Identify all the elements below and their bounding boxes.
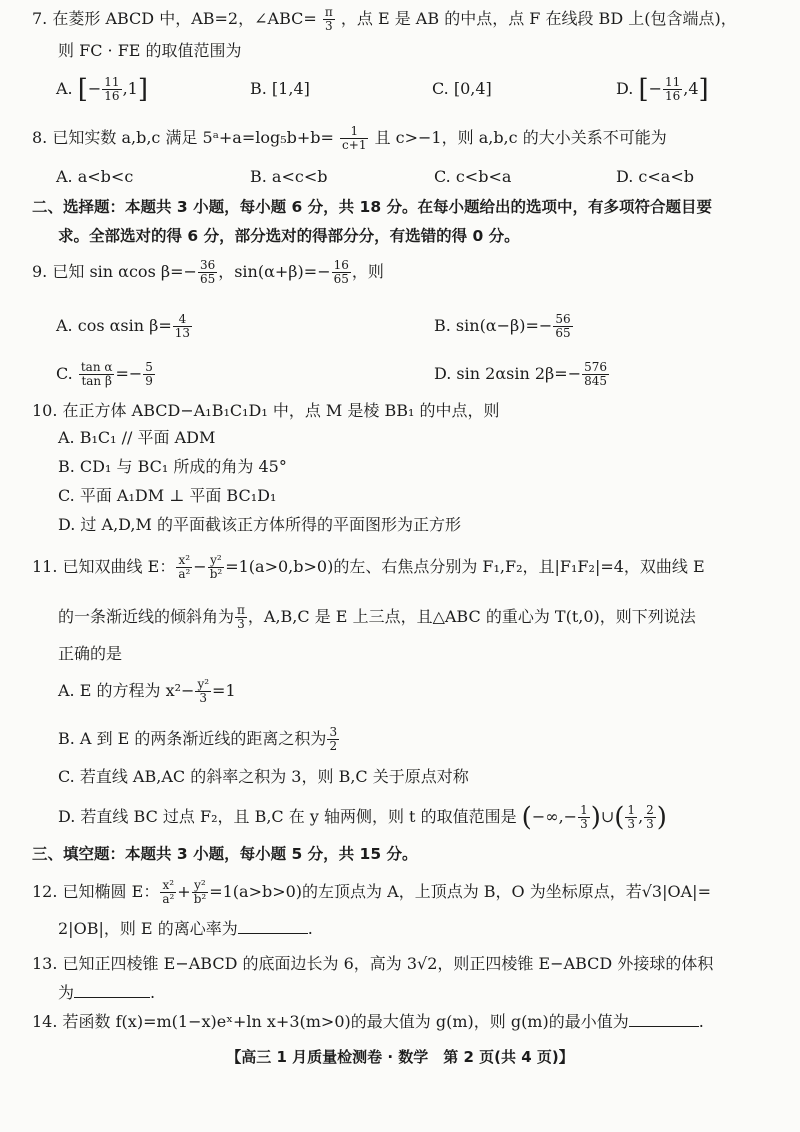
- q12-stem-line1: 12. 已知椭圆 E： $\frac{\text{x²}}{\text{a²}}$ + $\frac{\text{y²}}{\text{b²}}$ =1(a>b>0)的左顶点为 A，上顶点为 B，O 为坐标原点，若√3|OA|=: [32, 878, 711, 906]
- q7-option-c: C. [0,4]: [432, 79, 492, 98]
- q8-option-d: D. c<a<b: [616, 167, 694, 186]
- q7-stem-line2: 则 FC · FE 的取值范围为: [58, 41, 242, 60]
- q10-option-c: C. 平面 A₁DM ⊥ 平面 BC₁D₁: [58, 486, 277, 505]
- q10-option-b: B. CD₁ 与 BC₁ 所成的角为 45°: [58, 457, 287, 476]
- q12-stem-line2: 2|OB|，则 E 的离心率为 .: [58, 919, 313, 938]
- section2-heading-line1: 二、选择题：本题共 3 小题，每小题 6 分，共 18 分。在每小题给出的选项中，有多项符合题目要: [32, 198, 713, 216]
- q9-number: 9.: [32, 262, 48, 281]
- q11-number: 11.: [32, 557, 58, 576]
- q7-pi-over-3: $\frac{\pi}{3}$: [324, 5, 333, 33]
- q8-number: 8.: [32, 128, 48, 147]
- q7-d-frac: $\frac{11}{16}$: [665, 75, 681, 103]
- q11-frac-x: $\frac{\text{x²}}{\text{a²}}$: [178, 553, 191, 581]
- q7-a-frac: $\frac{11}{16}$: [104, 75, 120, 103]
- q11-option-c: C. 若直线 AB,AC 的斜率之积为 3，则 B,C 关于原点对称: [58, 767, 469, 786]
- q11-d-frac-2: $\frac{1}{3}$: [627, 803, 636, 831]
- q11-frac-pi: $\frac{\pi}{3}$: [237, 603, 245, 631]
- q9-c-tan-frac: $\frac{\text{tan α}}{\text{tan β}}$: [80, 360, 113, 388]
- q9-stem: 9. 已知 sin αcos β=− $\frac{36}{65}$ ，sin(α+β)=− $\frac{16}{65}$ ，则: [32, 258, 384, 286]
- q13-stem-line1: 13. 已知正四棱锥 E−ABCD 的底面边长为 6，高为 3√2，则正四棱锥 E−ABCD 外接球的体积: [32, 954, 714, 973]
- q11-stem-line2: 的一条渐近线的倾斜角为 $\frac{\pi}{3}$ ，A,B,C 是 E 上三点，且△ABC 的重心为 T(t,0)，则下列说法: [58, 603, 696, 631]
- q7-number: 7.: [32, 9, 48, 28]
- q9-option-c: C. $\frac{\text{tan α}}{\text{tan β}}$ =− $\frac{5}{9}$: [56, 360, 153, 388]
- q12-answer-blank[interactable]: [238, 919, 308, 934]
- q8-stem: 8. 已知实数 a,b,c 满足 5ᵃ+a=log₅b+b= $\frac{1}{c+1}$ 且 c>−1，则 a,b,c 的大小关系不可能为: [32, 124, 667, 152]
- section2-heading-line2: 求。全部选对的得 6 分，部分选对的得部分分，有选错的得 0 分。: [58, 227, 520, 245]
- q9-frac-1: $\frac{36}{65}$: [199, 258, 216, 286]
- q7-stem-part-b: ，点 E 是 AB 的中点，点 F 在线段 BD 上(包含端点)，: [340, 9, 737, 28]
- q14-stem: 14. 若函数 f(x)=m(1−x)eˣ+ln x+3(m>0)的最大值为 g(m)，则 g(m)的最小值为 .: [32, 1012, 704, 1031]
- q12-frac-x: $\frac{\text{x²}}{\text{a²}}$: [162, 878, 175, 906]
- q11-d-frac-3: $\frac{2}{3}$: [646, 803, 654, 831]
- q9-b-frac: $\frac{56}{65}$: [555, 312, 571, 340]
- q12-number: 12.: [32, 882, 58, 901]
- q7-option-d: D. [− $\frac{11}{16}$ ,4]: [616, 74, 709, 105]
- q7-option-a: A. [− $\frac{11}{16}$ ,1]: [56, 74, 148, 105]
- q13-number: 13.: [32, 954, 58, 973]
- q8-option-b: B. a<c<b: [250, 167, 328, 186]
- q8-frac: $\frac{1}{c+1}$: [342, 124, 367, 152]
- q11-stem-line1: 11. 已知双曲线 E： $\frac{\text{x²}}{\text{a²}}$ − $\frac{\text{y²}}{\text{b²}}$ =1(a>0,b>0)的左、右焦点分别为 F₁,F₂，且|F₁F₂|=4，双曲线 E: [32, 553, 705, 581]
- page-footer: 【高三 1 月质量检测卷 · 数学 第 2 页(共 4 页)】: [226, 1048, 574, 1066]
- q8-option-c: C. c<b<a: [434, 167, 512, 186]
- q11-option-d: D. 若直线 BC 过点 F₂，且 B,C 在 y 轴两侧，则 t 的取值范围是 (−∞,− $\frac{1}{3}$ )∪( $\frac{1}{3}$ , $\frac{2}{3}$ ): [58, 802, 667, 833]
- q7-stem-line1: [32, 6, 737, 33]
- q11-frac-y: $\frac{\text{y²}}{\text{b²}}$: [209, 553, 223, 581]
- q9-option-a: A. cos αsin β= $\frac{4}{13}$: [56, 312, 191, 340]
- q13-answer-blank[interactable]: [74, 983, 150, 998]
- q10-number: 10.: [32, 401, 58, 420]
- q11-option-b: B. A 到 E 的两条渐近线的距离之积为 $\frac{3}{2}$: [58, 725, 338, 753]
- section3-heading: 三、填空题：本题共 3 小题，每小题 5 分，共 15 分。: [32, 845, 418, 863]
- q10-option-d: D. 过 A,D,M 的平面截该正方体所得的平面图形为正方形: [58, 515, 461, 534]
- q11-stem-line3: 正确的是: [58, 644, 123, 663]
- q9-c-value-frac: $\frac{5}{9}$: [145, 360, 153, 388]
- q10-stem: 10. 在正方体 ABCD−A₁B₁C₁D₁ 中，点 M 是棱 BB₁ 的中点，则: [32, 401, 500, 420]
- q9-option-d: D. sin 2αsin 2β=− $\frac{576}{845}$: [434, 360, 607, 388]
- q9-option-b: B. sin(α−β)=− $\frac{56}{65}$: [434, 312, 571, 340]
- q13-stem-line2: 为 .: [58, 983, 156, 1002]
- q7-option-b: B. [1,4]: [250, 79, 310, 98]
- q9-frac-2: $\frac{16}{65}$: [333, 258, 349, 286]
- q7-stem-part-a: 在菱形 ABCD 中，AB=2，∠ABC=: [52, 9, 317, 28]
- q11-a-frac: $\frac{\text{y²}}{3}$: [197, 677, 210, 705]
- q9-d-frac: $\frac{576}{845}$: [584, 360, 607, 388]
- q10-option-a: A. B₁C₁ // 平面 ADM: [58, 428, 216, 447]
- q14-number: 14.: [32, 1012, 58, 1031]
- q9-a-frac: $\frac{4}{13}$: [174, 312, 191, 340]
- q12-frac-y: $\frac{\text{y²}}{\text{b²}}$: [193, 878, 207, 906]
- q11-d-frac-1: $\frac{1}{3}$: [580, 803, 588, 831]
- q14-answer-blank[interactable]: [629, 1012, 699, 1027]
- q11-option-a: A. E 的方程为 x²− $\frac{\text{y²}}{3}$ =1: [58, 677, 236, 705]
- q8-option-a: A. a<b<c: [56, 167, 134, 186]
- q11-b-frac: $\frac{3}{2}$: [329, 725, 338, 753]
